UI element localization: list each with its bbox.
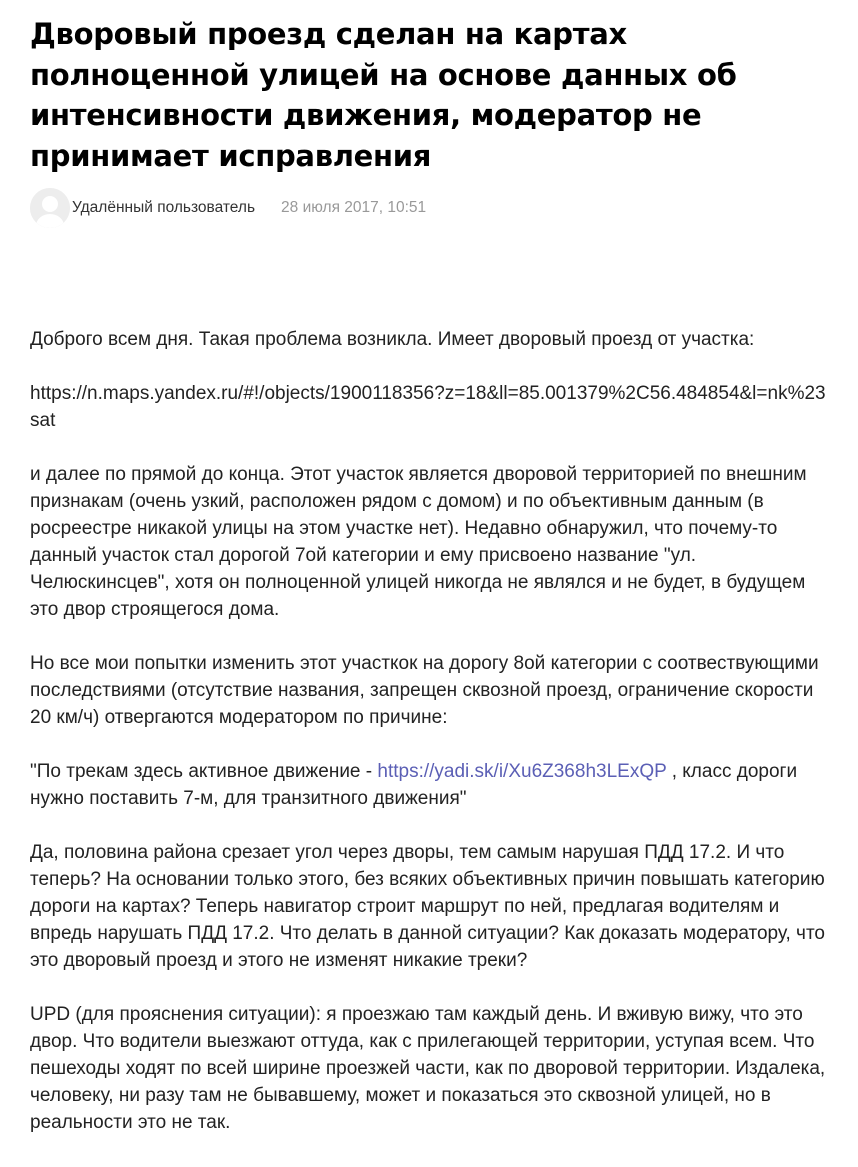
user-avatar-icon[interactable] [30, 188, 70, 228]
paragraph-moderator-quote [30, 758, 830, 812]
avatar-silhouette-icon [30, 188, 70, 228]
paragraph-attempts: Но все мои попытки изменить этот участкок на дорогу 8ой категории с соотвествующими последствиями (отсутствие названия, запрещен сквозной проезд, ограничение скорости 20 км/ч) отвергаются модератором по причине: [30, 653, 819, 728]
paragraph-complaint: Да, половина района срезает угол через дворы, тем самым нарушая ПДД 17.2. И что теперь? На основании только этого, без всяких объективных причин повышать категорию дороги на картах? Теперь навигатор строит маршрут по ней, предлагая водителям и впредь нарушать ПДД 17.2. Что делать в данной ситуации? Как доказать модератору, что это дворовый проезд и этого не изменят никакие треки? [30, 842, 826, 971]
paragraph-greeting: Доброго всем дня. Такая проблема возникла. Имеет дворовый проезд от участка: [30, 329, 755, 350]
author-name[interactable]: Удалённый пользователь [72, 199, 256, 216]
paragraph-map-url: https://n.maps.yandex.ru/#!/objects/1900118356?z=18&ll=85.001379%2C56.484854&l=nk%23sat [30, 383, 826, 431]
post-date: 28 июля 2017, 10:51 [281, 199, 427, 216]
yadisk-link[interactable]: https://yadi.sk/i/Xu6Z368h3LExQP [377, 761, 667, 782]
post-body [30, 326, 830, 1163]
quote-text-after: , класс дороги нужно поставить 7-м, для транзитного движения" [30, 761, 798, 809]
quote-text-before: "По трекам здесь активное движение - [30, 761, 378, 782]
post-header [30, 14, 830, 228]
post-title: Дворовый проезд сделан на картах полноценной улицей на основе данных об интенсивности движения, модератор не принимает исправления [30, 17, 737, 173]
paragraph-description: и далее по прямой до конца. Этот участок является дворовой территорией по внешним признакам (очень узкий, расположен рядом с домом) и по объективным данным (в росреестре никакой улицы на этом участке нет). Недавно обнаружил, что почему-то данный участок стал дорогой 7ой категории и ему присвоено название "ул. Челюскинсцев", хотя он полноценной улицей никогда не являлся и не будет, в будущем это двор строящегося дома. [30, 464, 807, 620]
post-meta [30, 188, 830, 228]
paragraph-update: UPD (для прояснения ситуации): я проезжаю там каждый день. И вживую вижу, что это двор. Что водители выезжают оттуда, как с прилегающей территории, уступая всем. Что пешеходы ходят по всей ширине проезжей части, как по дворовой территории. Издалека, человеку, ни разу там не бывавшему, может и показаться это сквозной улицей, но в реальности это не так. [30, 1004, 826, 1133]
